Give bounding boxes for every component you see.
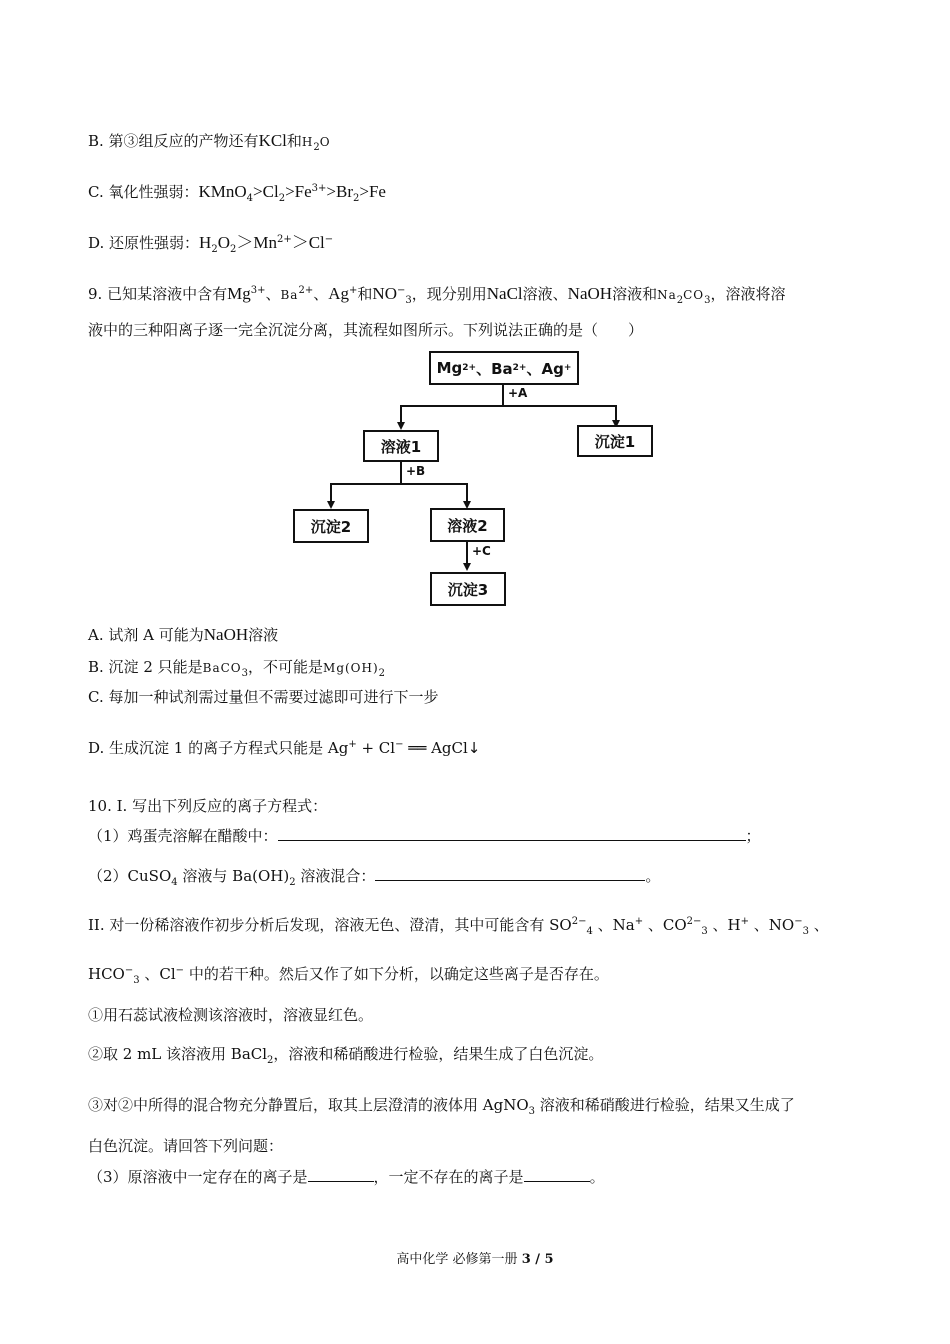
flow-arrow-to-sol1: [397, 422, 405, 430]
flow-line-split-2: [330, 483, 468, 485]
flow-line-to-sol2: [466, 483, 468, 502]
flow-line-to-ppt1: [615, 405, 617, 421]
flow-box-solution2: 溶液2: [430, 508, 505, 542]
flow-line-to-sol1: [400, 405, 402, 423]
flow-box-top: Mg 2+ 、Ba 2+ 、Ag +: [429, 351, 579, 385]
flow-box-precipitate2: 沉淀2: [293, 509, 369, 543]
q10-step3: ③对②中所得的混合物充分静置后，取其上层澄清的液体用 AgNO$_3$ 溶液和稀硝酸进行检验，结果又生成了: [88, 1096, 795, 1117]
flow-line-split-1: [400, 405, 617, 407]
flow-line-top-down: [502, 385, 504, 406]
q10-part3-blank2[interactable]: [524, 1167, 590, 1182]
page-number: 3 / 5: [521, 1252, 554, 1267]
flow-box-solution1: 溶液1: [363, 430, 439, 462]
q10-part2-blank[interactable]: [375, 866, 645, 881]
flow-line-to-ppt2: [330, 483, 332, 502]
q10-title: 10. I. 写出下列反应的离子方程式：: [88, 797, 328, 815]
q10-ii-line1: II. 对一份稀溶液作初步分析后发现，溶液无色、澄清，其中可能含有 $SO^{2-}_4$ 、Na+ 、$CO^{2-}_3$ 、H+ 、$NO^-_3$ 、: [88, 916, 829, 937]
q10-part1: （1）鸡蛋壳溶解在醋酸中： ；: [88, 827, 761, 845]
q10-ii-line2: $HCO^-_3$ 、Cl− 中的若干种。然后又作了如下分析，以确定这些离子是否存在。: [88, 965, 609, 986]
q9-option-a: A. 试剂 A 可能为NaOH溶液: [88, 625, 279, 644]
q9-stem-line1: 9. 已知某溶液中含有$Mg^{3+}$、$Ba^{2+}$、Ag+和$NO^-_3$，现分别用NaCl溶液、NaOH溶液和$Na_2CO_3$，溶液将溶: [88, 284, 786, 306]
q9-stem-line2: 液中的三种阳离子逐一完全沉淀分离，其流程如图所示。下列说法正确的是（ ）: [88, 321, 644, 339]
q10-part3: （3）原溶液中一定存在的离子是 ，一定不存在的离子是 。: [88, 1168, 605, 1186]
flow-arrow-to-ppt3: [463, 563, 471, 571]
flow-box-precipitate3: 沉淀3: [430, 572, 506, 606]
flow-label-plus-a: +A: [508, 386, 528, 400]
q9-option-b: B. 沉淀 2 只能是BaCO$_3$，不可能是$Mg(OH)_2$: [88, 658, 386, 679]
flow-arrow-to-ppt2: [327, 501, 335, 509]
q10-part2: （2）CuSO$_4$ 溶液与 $Ba(OH)_2$ 溶液混合： 。: [88, 867, 661, 888]
q9-option-d: D. 生成沉淀 1 的离子方程式只能是 Ag+ + Cl− ══ AgCl↓: [88, 739, 481, 757]
q10-step3-cont: 白色沉淀。请回答下列问题：: [88, 1137, 284, 1155]
flow-label-plus-b: +B: [406, 464, 426, 478]
q8-option-d: D. 还原性强弱：$H_2O_2>Mn^{2+}>Cl^-$: [88, 233, 334, 255]
q8-option-b: B. 第③组反应的产物还有KCl和$H_2O$: [88, 131, 331, 153]
q10-step2: ②取 2 mL 该溶液用 BaCl$_2$，溶液和稀硝酸进行检验，结果生成了白色沉淀。: [88, 1045, 604, 1066]
page-footer: 高中化学 必修第一册 3 / 5: [396, 1252, 554, 1267]
flow-line-sol1-down: [400, 462, 402, 484]
q10-part3-blank1[interactable]: [308, 1167, 374, 1182]
q10-part1-blank[interactable]: [278, 826, 746, 841]
q9-option-c: C. 每加一种试剂需过量但不需要过滤即可进行下一步: [88, 688, 439, 706]
flow-label-plus-c: +C: [472, 544, 491, 558]
q10-step1: ①用石蕊试液检测该溶液时，溶液显红色。: [88, 1006, 374, 1024]
q8-option-c: C. 氧化性强弱：$KMnO_4>Cl_2>Fe^{3+}>Br_2>Fe$: [88, 182, 386, 204]
flow-line-sol2-down: [466, 542, 468, 564]
flow-box-precipitate1: 沉淀1: [577, 425, 653, 457]
